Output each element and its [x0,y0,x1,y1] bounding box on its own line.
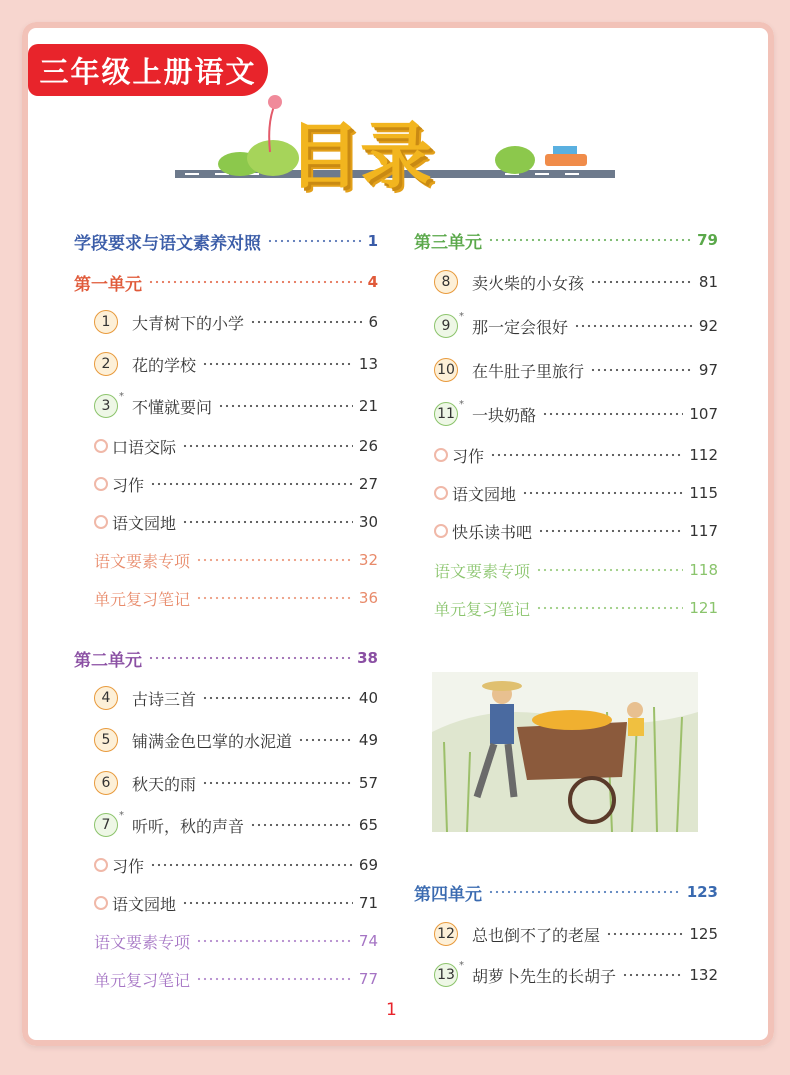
toc-page-number: 65 [358,816,378,834]
toc-lesson-entry[interactable] [434,269,718,295]
toc-page-number: 118 [689,561,718,579]
toc-activity-entry[interactable] [434,442,718,468]
toc-activity-entry[interactable] [434,518,718,544]
toc-entry-label: 口语交际 [112,437,177,457]
dot-leader [218,404,353,408]
toc-lesson-entry[interactable] [94,351,378,377]
toc-entry-label: 语文园地 [112,894,177,914]
lesson-number: 6 [101,775,111,791]
lesson-number: 9 [441,318,451,334]
dot-leader [590,280,693,284]
ring-bullet-icon [94,477,108,491]
dot-leader [182,901,353,905]
dot-leader [148,656,351,660]
lesson-number-badge [434,960,464,987]
dot-leader [150,863,353,867]
dot-leader [488,238,691,242]
lesson-number: 12 [437,926,455,942]
dot-leader [196,977,353,981]
toc-entry-label: 单元复习笔记 [434,599,531,619]
toc-unit-heading[interactable] [74,645,378,671]
toc-entry-label: 语文要素专项 [94,932,191,952]
toc-entry-label: 总也倒不了的老屋 [472,925,601,945]
dot-leader [148,280,362,284]
toc-extra-entry[interactable] [94,928,378,954]
toc-unit-heading[interactable] [414,879,718,905]
optional-star-icon: * [459,399,464,410]
toc-lesson-entry[interactable] [94,812,378,838]
toc-page-number: 115 [689,484,718,502]
toc-entry-label: 大青树下的小学 [132,313,245,333]
lesson-number: 11 [437,406,455,422]
toc-entry-label: 在牛肚子里旅行 [472,361,585,381]
lesson-number: 13 [437,967,455,983]
lesson-number-badge [434,311,464,338]
ring-bullet-icon [434,486,448,500]
toc-entry-label: 那一定会很好 [472,317,569,337]
toc-page-number: 121 [689,599,718,617]
lesson-number: 10 [437,362,455,378]
dot-leader [196,596,353,600]
page-number: 1 [386,1000,397,1020]
lesson-number: 4 [101,690,111,706]
toc-entry-label: 花的学校 [132,355,197,375]
lesson-number: 5 [101,732,111,748]
lesson-number: 7 [101,817,111,833]
toc-unit-heading[interactable] [74,269,378,295]
dot-leader [250,823,353,827]
toc-page-number: 27 [358,475,378,493]
toc-page-number: 79 [697,231,718,249]
lesson-number-badge [434,358,458,382]
ring-bullet-icon [94,858,108,872]
toc-extra-entry[interactable] [434,595,718,621]
optional-star-icon: * [119,810,124,821]
toc-entry-label: 铺满金色巴掌的水泥道 [132,731,293,751]
toc-entry-label: 第三单元 [414,232,482,253]
dot-leader [196,558,353,562]
toc-entry-label: 学段要求与语文素养对照 [74,233,261,254]
toc-page-number: 38 [357,649,378,667]
toc-page-number: 49 [358,731,378,749]
dot-leader [536,606,683,610]
dot-leader [606,932,683,936]
toc-page-number: 36 [358,589,378,607]
toc-entry-label: 不懂就要问 [132,397,213,417]
toc-page-number: 125 [689,925,718,943]
toc-lesson-entry[interactable] [434,962,718,988]
dot-leader [490,453,683,457]
toc-extra-entry[interactable] [94,547,378,573]
toc-entry-label: 胡萝卜先生的长胡子 [472,966,617,986]
toc-page-number: 77 [358,970,378,988]
dot-leader [590,368,693,372]
ring-bullet-icon [434,448,448,462]
toc-page-number: 32 [358,551,378,569]
toc-page-number: 30 [358,513,378,531]
dot-leader [250,320,362,324]
dot-leader [622,973,683,977]
toc-entry-label: 一块奶酪 [472,405,537,425]
toc-activity-entry[interactable] [434,480,718,506]
toc-entry-label: 单元复习笔记 [94,970,191,990]
dot-leader [538,529,683,533]
toc-lesson-entry[interactable] [94,309,378,335]
toc-lesson-entry[interactable] [94,727,378,753]
lesson-number: 8 [441,274,451,290]
lesson-number: 3 [101,398,111,414]
dot-leader [182,444,353,448]
lesson-number-badge [94,352,118,376]
dot-leader [202,696,353,700]
toc-page-number: 71 [358,894,378,912]
toc-page-number: 74 [358,932,378,950]
dot-leader [522,491,683,495]
toc-entry-label: 习作 [452,446,485,466]
toc-page-number: 97 [698,361,718,379]
toc-lesson-entry[interactable] [434,313,718,339]
toc-entry-label: 卖火柴的小女孩 [472,273,585,293]
toc-entry-label: 语文园地 [452,484,517,504]
toc-page-number: 26 [358,437,378,455]
dot-leader [298,738,353,742]
dot-leader [202,362,353,366]
toc-activity-entry[interactable] [94,890,378,916]
toc-activity-entry[interactable] [94,852,378,878]
toc-page-number: 112 [689,446,718,464]
optional-star-icon: * [459,311,464,322]
toc-page-number: 57 [358,774,378,792]
toc-page-number: 13 [358,355,378,373]
toc-page-number: 21 [358,397,378,415]
lesson-number-badge [94,310,118,334]
toc-entry-label: 单元复习笔记 [94,589,191,609]
toc-page-number: 4 [367,273,378,291]
toc-entry-label: 语文要素专项 [94,551,191,571]
lesson-number-badge [94,810,124,837]
lesson-number-badge [94,771,118,795]
toc-page-number: 1 [367,232,378,250]
lesson-number: 2 [101,356,111,372]
toc-section-heading[interactable] [74,228,378,254]
ring-bullet-icon [434,524,448,538]
toc-page-number: 69 [358,856,378,874]
toc-entry-label: 习作 [112,856,145,876]
dot-leader [488,890,681,894]
toc-page-number: 107 [689,405,718,423]
toc-page-number: 92 [698,317,718,335]
lesson-number-badge [434,270,458,294]
toc-entry-label: 第一单元 [74,274,142,295]
dot-leader [267,239,362,243]
ring-bullet-icon [94,439,108,453]
dot-leader [202,781,353,785]
toc-entry-label: 古诗三首 [132,689,197,709]
toc-lesson-entry[interactable] [434,401,718,427]
optional-star-icon: * [119,391,124,402]
dot-leader [574,324,693,328]
lesson-number-badge [94,686,118,710]
toc-page-number: 123 [686,883,718,901]
toc-page-number: 132 [689,966,718,984]
toc-unit-heading[interactable] [414,227,718,253]
toc-entry-label: 语文要素专项 [434,561,531,581]
page-title: 目录 [288,114,433,198]
grade-tag: 三年级上册语文 [28,44,268,96]
optional-star-icon: * [459,960,464,971]
toc-entry-label: 第四单元 [414,884,482,905]
dot-leader [182,520,353,524]
dot-leader [150,482,353,486]
toc-entry-label: 第二单元 [74,650,142,671]
toc-activity-entry[interactable] [94,471,378,497]
ring-bullet-icon [94,896,108,910]
dot-leader [536,568,683,572]
toc-extra-entry[interactable] [94,585,378,611]
lesson-number-badge [94,728,118,752]
toc-extra-entry[interactable] [434,557,718,583]
toc-extra-entry[interactable] [94,966,378,992]
toc-lesson-entry[interactable] [434,921,718,947]
toc-page-number: 117 [689,522,718,540]
lesson-number-badge [434,399,464,426]
toc-page-number: 40 [358,689,378,707]
toc-entry-label: 秋天的雨 [132,774,197,794]
toc-page-number: 6 [368,313,378,331]
ring-bullet-icon [94,515,108,529]
toc-entry-label: 听听，秋的声音 [132,816,245,836]
wheelbarrow-illustration [432,672,698,832]
toc-activity-entry[interactable] [94,509,378,535]
toc-lesson-entry[interactable] [434,357,718,383]
lesson-number-badge [434,922,458,946]
dot-leader [542,412,683,416]
toc-entry-label: 习作 [112,475,145,495]
lesson-number: 1 [101,314,111,330]
toc-lesson-entry[interactable] [94,685,378,711]
toc-lesson-entry[interactable] [94,393,378,419]
toc-entry-label: 语文园地 [112,513,177,533]
toc-lesson-entry[interactable] [94,770,378,796]
toc-page-number: 81 [698,273,718,291]
toc-activity-entry[interactable] [94,433,378,459]
lesson-number-badge [94,391,124,418]
dot-leader [196,939,353,943]
toc-entry-label: 快乐读书吧 [452,522,533,542]
